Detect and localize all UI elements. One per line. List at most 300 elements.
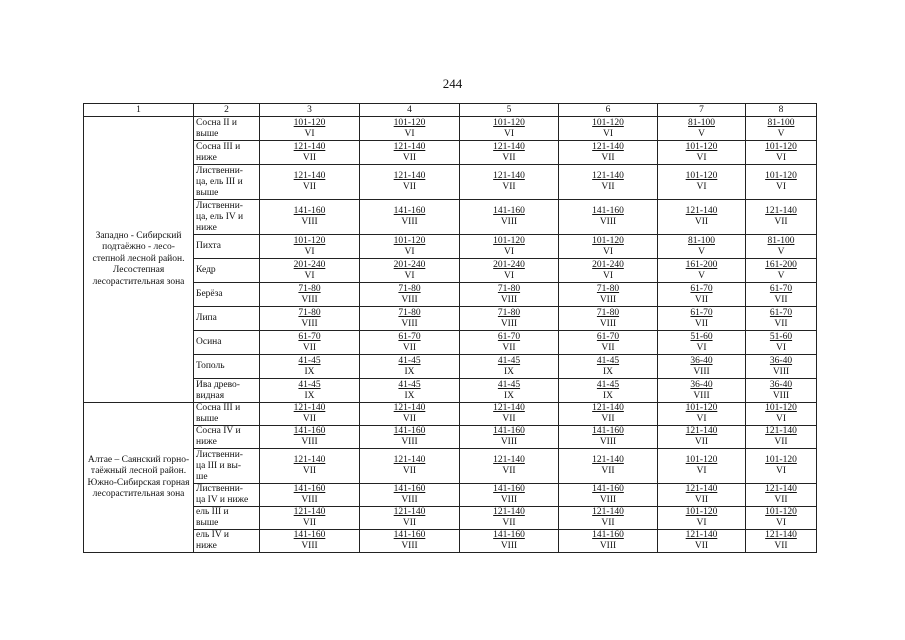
age-class: VII (774, 495, 788, 505)
species-name: Сосна IV и ниже (194, 426, 260, 449)
age-class: VIII (500, 437, 518, 447)
table-row (84, 259, 817, 283)
age-range: 121-140 (592, 455, 624, 465)
value-cell (360, 200, 460, 235)
age-class: VIII (301, 217, 318, 227)
column-number: 3 (260, 104, 360, 117)
age-class: VII (502, 152, 516, 163)
age-class: VII (302, 182, 317, 192)
value-cell (559, 426, 658, 449)
age-class: VIII (599, 318, 617, 329)
value-cell (658, 355, 746, 379)
age-range: 41-45 (497, 355, 521, 366)
age-range: 101-120 (393, 117, 426, 128)
age-class: VIII (401, 318, 418, 329)
value-cell (460, 403, 559, 426)
age-range: 101-120 (685, 455, 718, 465)
age-class: VI (775, 342, 787, 353)
value-cell (260, 283, 360, 307)
age-class: VII (601, 342, 615, 353)
age-class: VIII (500, 541, 518, 551)
species-name: Берёза (194, 283, 260, 307)
value-cell (360, 355, 460, 379)
age-range: 141-160 (393, 426, 426, 436)
species-name: Ива древо- видная (194, 379, 260, 403)
age-range: 41-45 (398, 379, 421, 390)
age-class: VI (775, 414, 787, 424)
value-cell (658, 449, 746, 484)
age-class: VI (503, 246, 515, 257)
value-cell (460, 283, 559, 307)
value-cell (658, 426, 746, 449)
age-range: 121-140 (493, 403, 525, 413)
value-cell (360, 331, 460, 355)
age-range: 201-240 (493, 259, 525, 270)
age-range: 121-140 (685, 206, 718, 216)
age-class: VII (502, 466, 516, 476)
value-cell (559, 449, 658, 484)
species-name: ель IV и ниже (194, 530, 260, 553)
age-range: 121-140 (293, 455, 326, 465)
species-name: Кедр (194, 259, 260, 283)
age-range: 121-140 (493, 507, 525, 517)
column-number: 7 (658, 104, 746, 117)
age-class: VIII (693, 366, 710, 377)
age-range: 71-80 (298, 307, 321, 318)
age-range: 41-45 (298, 379, 321, 390)
age-class: VII (502, 518, 516, 528)
age-range: 121-140 (592, 141, 624, 152)
age-class: VII (774, 318, 788, 329)
age-range: 141-160 (592, 530, 624, 540)
age-range: 36-40 (690, 379, 713, 390)
value-cell (746, 307, 817, 331)
age-range: 141-160 (293, 530, 326, 540)
value-cell (658, 507, 746, 530)
age-class: VII (694, 318, 709, 329)
age-class: VII (302, 518, 317, 528)
value-cell (559, 235, 658, 259)
age-range: 141-160 (293, 484, 326, 494)
age-class: VI (503, 128, 515, 139)
table-row (84, 165, 817, 200)
region-name: Алтае – Саянский горно-таёжный лесной район. Южно-Сибирская горная лесорастительная зона (84, 403, 194, 553)
age-range: 101-120 (592, 235, 624, 246)
age-range: 121-140 (685, 484, 718, 494)
age-class: VIII (693, 390, 710, 401)
age-range: 81-100 (767, 235, 795, 246)
age-class: VI (503, 270, 515, 281)
age-range: 101-120 (765, 141, 797, 152)
value-cell (360, 379, 460, 403)
age-class: VIII (301, 495, 318, 505)
age-class: VIII (401, 294, 418, 305)
value-cell (360, 117, 460, 141)
value-cell (559, 379, 658, 403)
age-range: 51-60 (690, 331, 713, 342)
age-range: 121-140 (393, 455, 426, 465)
age-class: VII (601, 466, 615, 476)
age-range: 36-40 (769, 379, 793, 390)
age-class: VIII (772, 390, 790, 401)
age-class: VI (696, 466, 707, 476)
column-number: 2 (194, 104, 260, 117)
age-class: V (777, 128, 785, 139)
age-range: 121-140 (765, 426, 797, 436)
value-cell (559, 484, 658, 507)
age-class: VI (775, 182, 787, 192)
value-cell (559, 403, 658, 426)
age-class: V (698, 246, 705, 257)
value-cell (260, 379, 360, 403)
age-class: V (777, 246, 785, 257)
value-cell (360, 165, 460, 200)
value-cell (746, 484, 817, 507)
age-class: IX (602, 366, 614, 377)
age-class: VIII (401, 437, 418, 447)
age-range: 101-120 (293, 235, 326, 246)
age-class: VIII (401, 495, 418, 505)
age-class: VII (402, 152, 417, 163)
value-cell (260, 235, 360, 259)
value-cell (360, 259, 460, 283)
value-cell (460, 259, 559, 283)
age-range: 71-80 (298, 283, 321, 294)
age-class: V (777, 270, 785, 281)
species-name: Сосна III и выше (194, 403, 260, 426)
age-range: 101-120 (765, 507, 797, 517)
age-class: VIII (301, 294, 318, 305)
value-cell (260, 426, 360, 449)
age-range: 121-140 (393, 141, 426, 152)
value-cell (746, 259, 817, 283)
value-cell (746, 355, 817, 379)
age-class: VI (404, 246, 415, 257)
age-class: VIII (500, 495, 518, 505)
age-class: VII (502, 414, 516, 424)
species-name: ель III и выше (194, 507, 260, 530)
age-class: VI (304, 246, 315, 257)
age-range: 101-120 (765, 171, 797, 181)
age-range: 101-120 (685, 171, 718, 181)
value-cell (658, 403, 746, 426)
value-cell (460, 530, 559, 553)
age-range: 121-140 (592, 171, 624, 181)
column-number: 1 (84, 104, 194, 117)
age-range: 41-45 (596, 379, 620, 390)
age-range: 36-40 (690, 355, 713, 366)
value-cell (460, 307, 559, 331)
age-class: VII (601, 182, 615, 192)
value-cell (460, 200, 559, 235)
age-range: 61-70 (497, 331, 521, 342)
age-class: VIII (301, 318, 318, 329)
value-cell (746, 235, 817, 259)
age-class: VII (402, 466, 417, 476)
species-name: Лиственни- ца, ель IV и ниже (194, 200, 260, 235)
age-range: 141-160 (592, 484, 624, 494)
species-name: Лиственни- ца, ель III и выше (194, 165, 260, 200)
age-range: 141-160 (493, 426, 525, 436)
column-number-row (84, 104, 817, 117)
table-row (84, 283, 817, 307)
age-class: VII (502, 182, 516, 192)
species-name: Сосна II и выше (194, 117, 260, 141)
age-range: 201-240 (293, 259, 326, 270)
value-cell (658, 165, 746, 200)
age-class: VI (696, 342, 707, 353)
species-name: Осина (194, 331, 260, 355)
table-row (84, 355, 817, 379)
age-class: VIII (500, 217, 518, 227)
age-class: VII (402, 518, 417, 528)
table-row (84, 507, 817, 530)
age-class: VII (302, 342, 317, 353)
age-range: 71-80 (596, 307, 620, 318)
age-range: 141-160 (393, 206, 426, 216)
age-range: 71-80 (497, 283, 521, 294)
age-class: VII (302, 414, 317, 424)
age-class: VI (404, 270, 415, 281)
age-class: VI (602, 270, 614, 281)
age-class: VI (775, 518, 787, 528)
age-range: 101-120 (685, 403, 718, 413)
age-class: IX (304, 390, 315, 401)
value-cell (360, 426, 460, 449)
value-cell (460, 141, 559, 165)
value-cell (559, 165, 658, 200)
age-class: V (698, 128, 705, 139)
table-row (84, 379, 817, 403)
species-name: Лиственни- ца IV и ниже (194, 484, 260, 507)
age-range: 121-140 (493, 141, 525, 152)
value-cell (658, 379, 746, 403)
value-cell (260, 449, 360, 484)
species-name: Тополь (194, 355, 260, 379)
age-class: VII (601, 414, 615, 424)
value-cell (460, 355, 559, 379)
age-class: VI (602, 128, 614, 139)
age-range: 121-140 (293, 507, 326, 517)
species-name: Пихта (194, 235, 260, 259)
age-range: 61-70 (769, 283, 793, 294)
age-range: 101-120 (685, 141, 718, 152)
value-cell (559, 141, 658, 165)
value-cell (360, 484, 460, 507)
age-class: VIII (599, 437, 617, 447)
table-row (84, 484, 817, 507)
table-body (84, 104, 817, 553)
age-range: 121-140 (685, 426, 718, 436)
value-cell (658, 331, 746, 355)
value-cell (746, 507, 817, 530)
age-range: 121-140 (293, 141, 326, 152)
age-range: 121-140 (765, 206, 797, 216)
value-cell (360, 403, 460, 426)
age-class: VI (696, 182, 707, 192)
value-cell (746, 530, 817, 553)
column-number: 5 (460, 104, 559, 117)
age-range: 121-140 (393, 403, 426, 413)
age-range: 161-200 (685, 259, 718, 270)
age-class: VII (694, 437, 709, 447)
age-range: 36-40 (769, 355, 793, 366)
value-cell (559, 530, 658, 553)
age-class: VIII (772, 366, 790, 377)
age-range: 101-120 (765, 455, 797, 465)
age-range: 51-60 (769, 331, 793, 342)
value-cell (360, 530, 460, 553)
value-cell (260, 165, 360, 200)
age-range: 41-45 (298, 355, 321, 366)
age-range: 41-45 (497, 379, 521, 390)
value-cell (658, 530, 746, 553)
age-range: 141-160 (293, 426, 326, 436)
page-number: 244 (442, 76, 463, 91)
value-cell (559, 259, 658, 283)
age-range: 101-120 (592, 117, 624, 128)
age-class: VIII (599, 495, 617, 505)
column-number: 4 (360, 104, 460, 117)
age-class: VIII (599, 294, 617, 305)
age-class: VIII (301, 541, 318, 551)
value-cell (658, 235, 746, 259)
value-cell (746, 200, 817, 235)
age-range: 121-140 (493, 455, 525, 465)
value-cell (746, 141, 817, 165)
age-class: VIII (599, 217, 617, 227)
value-cell (260, 141, 360, 165)
age-class: VII (774, 294, 788, 305)
age-class: VII (774, 437, 788, 447)
column-number: 6 (559, 104, 658, 117)
value-cell (360, 307, 460, 331)
table-row (84, 403, 817, 426)
age-range: 101-120 (685, 507, 718, 517)
value-cell (460, 426, 559, 449)
table-row (84, 117, 817, 141)
value-cell (360, 283, 460, 307)
age-range: 121-140 (493, 171, 525, 181)
age-class: VI (696, 152, 707, 163)
value-cell (559, 507, 658, 530)
age-range: 141-160 (293, 206, 326, 216)
age-class: V (698, 270, 705, 281)
age-range: 71-80 (398, 307, 421, 318)
value-cell (260, 484, 360, 507)
age-range: 101-120 (493, 117, 525, 128)
age-class: VII (402, 182, 417, 192)
age-range: 61-70 (298, 331, 321, 342)
age-class: IX (304, 366, 315, 377)
value-cell (460, 165, 559, 200)
value-cell (559, 200, 658, 235)
value-cell (746, 283, 817, 307)
age-class: VI (602, 246, 614, 257)
value-cell (559, 283, 658, 307)
age-range: 141-160 (493, 206, 525, 216)
value-cell (260, 355, 360, 379)
value-cell (658, 117, 746, 141)
age-class: VI (304, 270, 315, 281)
age-class: VII (601, 518, 615, 528)
value-cell (260, 259, 360, 283)
age-class: VI (696, 518, 707, 528)
value-cell (260, 530, 360, 553)
age-class: VII (402, 414, 417, 424)
table-row (84, 235, 817, 259)
table-row (84, 530, 817, 553)
age-class: IX (602, 390, 614, 401)
value-cell (360, 449, 460, 484)
table-row (84, 141, 817, 165)
value-cell (260, 403, 360, 426)
age-class: VII (601, 152, 615, 163)
value-cell (559, 355, 658, 379)
age-range: 61-70 (398, 331, 421, 342)
age-class: VI (304, 128, 315, 139)
age-range: 121-140 (393, 171, 426, 181)
table-row (84, 449, 817, 484)
value-cell (360, 235, 460, 259)
age-range: 101-120 (293, 117, 326, 128)
value-cell (746, 117, 817, 141)
age-class: VII (694, 541, 709, 551)
table-row (84, 426, 817, 449)
age-range: 161-200 (765, 259, 797, 270)
age-range: 121-140 (765, 484, 797, 494)
age-range: 81-100 (688, 117, 715, 128)
age-range: 141-160 (393, 484, 426, 494)
age-range: 141-160 (493, 530, 525, 540)
age-class: VI (696, 414, 707, 424)
species-name: Сосна III и ниже (194, 141, 260, 165)
column-number: 8 (746, 104, 817, 117)
forest-age-table (83, 103, 817, 553)
age-class: VII (502, 342, 516, 353)
value-cell (559, 117, 658, 141)
value-cell (559, 331, 658, 355)
value-cell (559, 307, 658, 331)
age-class: VIII (401, 217, 418, 227)
age-range: 71-80 (596, 283, 620, 294)
age-range: 141-160 (393, 530, 426, 540)
value-cell (658, 283, 746, 307)
age-range: 141-160 (592, 206, 624, 216)
age-range: 201-240 (592, 259, 624, 270)
species-name: Лиственни- ца III и вы- ше (194, 449, 260, 484)
value-cell (746, 165, 817, 200)
age-class: IX (404, 390, 415, 401)
age-range: 81-100 (688, 235, 715, 246)
value-cell (460, 331, 559, 355)
age-class: VI (404, 128, 415, 139)
value-cell (260, 117, 360, 141)
value-cell (658, 200, 746, 235)
age-range: 121-140 (293, 171, 326, 181)
value-cell (746, 331, 817, 355)
value-cell (260, 507, 360, 530)
value-cell (746, 449, 817, 484)
age-class: VII (694, 495, 709, 505)
age-range: 121-140 (592, 507, 624, 517)
age-range: 121-140 (592, 403, 624, 413)
age-range: 61-70 (690, 307, 713, 318)
age-range: 121-140 (393, 507, 426, 517)
age-range: 101-120 (393, 235, 426, 246)
age-class: VII (774, 541, 788, 551)
region-name: Западно - Сибирский подтаёжно - лесо-степной лесной район. Лесостепная лесорастительная зона (84, 117, 194, 403)
